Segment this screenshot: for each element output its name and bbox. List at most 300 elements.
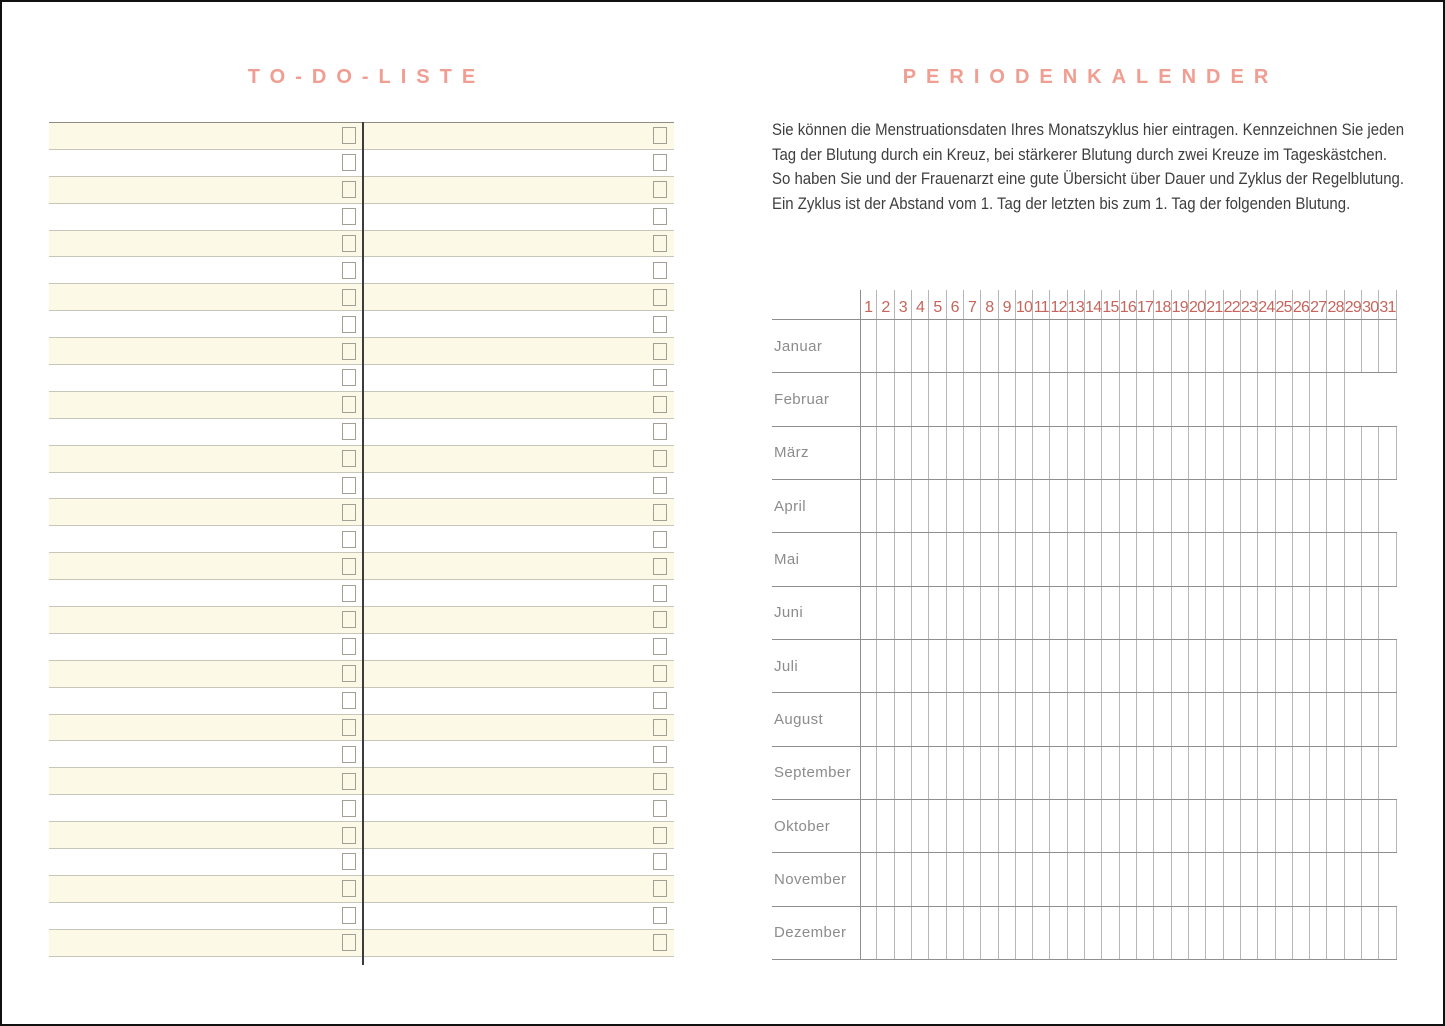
todo-checkbox[interactable] — [342, 450, 356, 467]
day-cell[interactable] — [1033, 373, 1050, 425]
day-cell[interactable] — [912, 853, 929, 905]
day-cell[interactable] — [1241, 533, 1258, 585]
day-cell[interactable] — [1206, 587, 1223, 639]
todo-entry-line[interactable] — [363, 257, 674, 283]
todo-checkbox[interactable] — [653, 181, 667, 198]
day-cell[interactable] — [1362, 533, 1379, 585]
day-cell[interactable] — [929, 427, 946, 479]
day-cell[interactable] — [860, 800, 877, 852]
day-cell[interactable] — [877, 693, 894, 745]
day-cell[interactable] — [877, 320, 894, 372]
day-cell[interactable] — [1068, 640, 1085, 692]
day-cell[interactable] — [1033, 853, 1050, 905]
day-cell[interactable] — [895, 853, 912, 905]
todo-checkbox[interactable] — [653, 800, 667, 817]
day-cell[interactable] — [1276, 640, 1293, 692]
day-cell[interactable] — [947, 853, 964, 905]
todo-entry-line[interactable] — [49, 473, 363, 499]
day-cell[interactable] — [1258, 640, 1275, 692]
todo-checkbox[interactable] — [653, 611, 667, 628]
day-cell[interactable] — [1050, 320, 1067, 372]
day-cell[interactable] — [964, 853, 981, 905]
day-cell[interactable] — [999, 427, 1016, 479]
day-cell[interactable] — [1345, 480, 1362, 532]
todo-entry-line[interactable] — [49, 204, 363, 230]
day-cell[interactable] — [947, 587, 964, 639]
todo-entry-line[interactable] — [49, 688, 363, 714]
day-cell[interactable] — [1120, 587, 1137, 639]
day-cell[interactable] — [1102, 640, 1119, 692]
day-cell[interactable] — [981, 587, 998, 639]
day-cell[interactable] — [947, 373, 964, 425]
todo-checkbox[interactable] — [653, 289, 667, 306]
day-cell[interactable] — [895, 320, 912, 372]
todo-checkbox[interactable] — [653, 154, 667, 171]
day-cell[interactable] — [1068, 373, 1085, 425]
day-cell[interactable] — [1085, 907, 1102, 959]
day-cell[interactable] — [964, 587, 981, 639]
day-cell[interactable] — [1276, 587, 1293, 639]
todo-checkbox[interactable] — [653, 558, 667, 575]
todo-entry-line[interactable] — [363, 392, 674, 418]
todo-entry-line[interactable] — [363, 473, 674, 499]
todo-entry-line[interactable] — [363, 231, 674, 257]
day-cell[interactable] — [1033, 427, 1050, 479]
day-cell[interactable] — [1362, 320, 1379, 372]
day-cell[interactable] — [912, 800, 929, 852]
day-cell[interactable] — [860, 907, 877, 959]
day-cell[interactable] — [981, 480, 998, 532]
day-cell[interactable] — [1327, 373, 1344, 425]
todo-entry-line[interactable] — [49, 123, 363, 149]
todo-entry-line[interactable] — [363, 365, 674, 391]
day-cell[interactable] — [1362, 907, 1379, 959]
day-cell[interactable] — [964, 693, 981, 745]
day-cell[interactable] — [1016, 800, 1033, 852]
day-cell[interactable] — [929, 320, 946, 372]
day-cell[interactable] — [1120, 907, 1137, 959]
day-cell[interactable] — [1172, 853, 1189, 905]
day-cell[interactable] — [1085, 853, 1102, 905]
day-cell[interactable] — [1276, 907, 1293, 959]
day-cell[interactable] — [1172, 747, 1189, 799]
day-cell[interactable] — [1189, 533, 1206, 585]
todo-checkbox[interactable] — [342, 343, 356, 360]
day-cell[interactable] — [1120, 853, 1137, 905]
todo-entry-line[interactable] — [49, 930, 363, 956]
day-cell[interactable] — [1085, 640, 1102, 692]
day-cell[interactable] — [1102, 693, 1119, 745]
day-cell[interactable] — [1189, 747, 1206, 799]
todo-checkbox[interactable] — [653, 773, 667, 790]
todo-checkbox[interactable] — [653, 262, 667, 279]
day-cell[interactable] — [1137, 853, 1154, 905]
day-cell[interactable] — [929, 373, 946, 425]
day-cell[interactable] — [1085, 480, 1102, 532]
day-cell[interactable] — [1293, 427, 1310, 479]
day-cell[interactable] — [1276, 800, 1293, 852]
todo-entry-line[interactable] — [49, 392, 363, 418]
day-cell[interactable] — [912, 640, 929, 692]
day-cell[interactable] — [929, 587, 946, 639]
todo-checkbox[interactable] — [342, 262, 356, 279]
todo-checkbox[interactable] — [342, 154, 356, 171]
day-cell[interactable] — [1137, 640, 1154, 692]
todo-checkbox[interactable] — [342, 235, 356, 252]
day-cell[interactable] — [1085, 587, 1102, 639]
day-cell[interactable] — [1016, 320, 1033, 372]
day-cell[interactable] — [999, 800, 1016, 852]
day-cell[interactable] — [1379, 693, 1396, 745]
todo-entry-line[interactable] — [49, 284, 363, 310]
day-cell[interactable] — [1068, 480, 1085, 532]
day-cell[interactable] — [1327, 747, 1344, 799]
day-cell[interactable] — [912, 373, 929, 425]
todo-entry-line[interactable] — [49, 553, 363, 579]
day-cell[interactable] — [1085, 320, 1102, 372]
day-cell[interactable] — [1085, 747, 1102, 799]
day-cell[interactable] — [1085, 373, 1102, 425]
day-cell[interactable] — [1050, 587, 1067, 639]
day-cell[interactable] — [1102, 373, 1119, 425]
day-cell[interactable] — [1120, 533, 1137, 585]
day-cell[interactable] — [1189, 693, 1206, 745]
day-cell[interactable] — [999, 853, 1016, 905]
day-cell[interactable] — [1293, 853, 1310, 905]
day-cell[interactable] — [877, 587, 894, 639]
day-cell[interactable] — [964, 747, 981, 799]
todo-entry-line[interactable] — [363, 795, 674, 821]
day-cell[interactable] — [1310, 907, 1327, 959]
day-cell[interactable] — [1276, 373, 1293, 425]
todo-checkbox[interactable] — [342, 289, 356, 306]
day-cell[interactable] — [1379, 427, 1396, 479]
day-cell[interactable] — [860, 747, 877, 799]
day-cell[interactable] — [1241, 320, 1258, 372]
day-cell[interactable] — [1206, 853, 1223, 905]
day-cell[interactable] — [929, 640, 946, 692]
day-cell[interactable] — [999, 747, 1016, 799]
todo-entry-line[interactable] — [363, 311, 674, 337]
day-cell[interactable] — [912, 747, 929, 799]
day-cell[interactable] — [1327, 533, 1344, 585]
day-cell[interactable] — [1120, 640, 1137, 692]
day-cell[interactable] — [1050, 533, 1067, 585]
day-cell[interactable] — [1276, 693, 1293, 745]
day-cell[interactable] — [1016, 853, 1033, 905]
day-cell[interactable] — [1206, 800, 1223, 852]
day-cell[interactable] — [1345, 800, 1362, 852]
day-cell[interactable] — [1258, 747, 1275, 799]
day-cell[interactable] — [981, 427, 998, 479]
todo-entry-line[interactable] — [49, 446, 363, 472]
day-cell[interactable] — [1345, 320, 1362, 372]
day-cell[interactable] — [964, 640, 981, 692]
day-cell[interactable] — [1189, 373, 1206, 425]
todo-checkbox[interactable] — [342, 531, 356, 548]
day-cell[interactable] — [1137, 907, 1154, 959]
todo-entry-line[interactable] — [49, 768, 363, 794]
todo-checkbox[interactable] — [342, 827, 356, 844]
day-cell[interactable] — [1345, 533, 1362, 585]
day-cell[interactable] — [1224, 747, 1241, 799]
todo-checkbox[interactable] — [653, 692, 667, 709]
day-cell[interactable] — [1276, 747, 1293, 799]
todo-entry-line[interactable] — [363, 634, 674, 660]
day-cell[interactable] — [999, 907, 1016, 959]
todo-entry-line[interactable] — [363, 204, 674, 230]
todo-checkbox[interactable] — [342, 208, 356, 225]
day-cell[interactable] — [1206, 640, 1223, 692]
day-cell[interactable] — [1102, 320, 1119, 372]
day-cell[interactable] — [1293, 693, 1310, 745]
day-cell[interactable] — [860, 427, 877, 479]
day-cell[interactable] — [877, 747, 894, 799]
day-cell[interactable] — [1310, 373, 1327, 425]
day-cell[interactable] — [1241, 427, 1258, 479]
day-cell[interactable] — [1016, 533, 1033, 585]
day-cell[interactable] — [1345, 693, 1362, 745]
day-cell[interactable] — [1102, 480, 1119, 532]
day-cell[interactable] — [981, 640, 998, 692]
day-cell[interactable] — [1102, 533, 1119, 585]
day-cell[interactable] — [1033, 587, 1050, 639]
day-cell[interactable] — [1293, 480, 1310, 532]
day-cell[interactable] — [1016, 427, 1033, 479]
todo-checkbox[interactable] — [342, 880, 356, 897]
day-cell[interactable] — [1033, 480, 1050, 532]
day-cell[interactable] — [1154, 640, 1171, 692]
day-cell[interactable] — [860, 373, 877, 425]
day-cell[interactable] — [912, 427, 929, 479]
todo-entry-line[interactable] — [363, 526, 674, 552]
todo-entry-line[interactable] — [49, 150, 363, 176]
todo-checkbox[interactable] — [653, 880, 667, 897]
day-cell[interactable] — [1224, 427, 1241, 479]
day-cell[interactable] — [947, 427, 964, 479]
todo-entry-line[interactable] — [49, 419, 363, 445]
todo-entry-line[interactable] — [49, 876, 363, 902]
day-cell[interactable] — [964, 480, 981, 532]
day-cell[interactable] — [1258, 427, 1275, 479]
day-cell[interactable] — [1327, 587, 1344, 639]
day-cell[interactable] — [1345, 853, 1362, 905]
day-cell[interactable] — [947, 320, 964, 372]
day-cell[interactable] — [981, 853, 998, 905]
day-cell[interactable] — [964, 907, 981, 959]
day-cell[interactable] — [999, 480, 1016, 532]
day-cell[interactable] — [1310, 427, 1327, 479]
day-cell[interactable] — [1016, 480, 1033, 532]
todo-checkbox[interactable] — [342, 773, 356, 790]
day-cell[interactable] — [1206, 320, 1223, 372]
day-cell[interactable] — [1085, 693, 1102, 745]
day-cell[interactable] — [1154, 373, 1171, 425]
day-cell[interactable] — [912, 587, 929, 639]
day-cell[interactable] — [1327, 320, 1344, 372]
day-cell[interactable] — [1172, 320, 1189, 372]
day-cell[interactable] — [1310, 320, 1327, 372]
day-cell[interactable] — [999, 533, 1016, 585]
todo-entry-line[interactable] — [363, 150, 674, 176]
todo-checkbox[interactable] — [653, 423, 667, 440]
day-cell[interactable] — [1172, 640, 1189, 692]
todo-checkbox[interactable] — [342, 719, 356, 736]
todo-entry-line[interactable] — [49, 338, 363, 364]
day-cell[interactable] — [1189, 427, 1206, 479]
day-cell[interactable] — [1327, 693, 1344, 745]
day-cell[interactable] — [1345, 427, 1362, 479]
day-cell[interactable] — [929, 693, 946, 745]
day-cell[interactable] — [1068, 587, 1085, 639]
day-cell[interactable] — [1310, 747, 1327, 799]
todo-entry-line[interactable] — [363, 580, 674, 606]
day-cell[interactable] — [860, 533, 877, 585]
todo-checkbox[interactable] — [653, 907, 667, 924]
todo-entry-line[interactable] — [49, 177, 363, 203]
todo-entry-line[interactable] — [49, 795, 363, 821]
day-cell[interactable] — [964, 373, 981, 425]
todo-checkbox[interactable] — [653, 208, 667, 225]
day-cell[interactable] — [1224, 480, 1241, 532]
day-cell[interactable] — [1120, 747, 1137, 799]
day-cell[interactable] — [1241, 587, 1258, 639]
day-cell[interactable] — [1258, 533, 1275, 585]
day-cell[interactable] — [1137, 427, 1154, 479]
day-cell[interactable] — [1224, 587, 1241, 639]
day-cell[interactable] — [1293, 800, 1310, 852]
day-cell[interactable] — [999, 640, 1016, 692]
day-cell[interactable] — [1379, 907, 1396, 959]
day-cell[interactable] — [860, 480, 877, 532]
todo-entry-line[interactable] — [363, 876, 674, 902]
day-cell[interactable] — [1102, 747, 1119, 799]
todo-entry-line[interactable] — [363, 661, 674, 687]
day-cell[interactable] — [895, 587, 912, 639]
day-cell[interactable] — [1224, 533, 1241, 585]
day-cell[interactable] — [1033, 320, 1050, 372]
day-cell[interactable] — [1068, 853, 1085, 905]
day-cell[interactable] — [1258, 693, 1275, 745]
todo-entry-line[interactable] — [363, 741, 674, 767]
day-cell[interactable] — [1033, 747, 1050, 799]
day-cell[interactable] — [860, 587, 877, 639]
day-cell[interactable] — [1345, 640, 1362, 692]
todo-entry-line[interactable] — [49, 365, 363, 391]
todo-checkbox[interactable] — [342, 934, 356, 951]
day-cell[interactable] — [1206, 427, 1223, 479]
day-cell[interactable] — [1033, 640, 1050, 692]
day-cell[interactable] — [947, 800, 964, 852]
day-cell[interactable] — [964, 800, 981, 852]
day-cell[interactable] — [1224, 693, 1241, 745]
day-cell[interactable] — [1137, 800, 1154, 852]
day-cell[interactable] — [1362, 427, 1379, 479]
day-cell[interactable] — [1068, 747, 1085, 799]
day-cell[interactable] — [1362, 853, 1379, 905]
day-cell[interactable] — [877, 427, 894, 479]
todo-entry-line[interactable] — [49, 661, 363, 687]
day-cell[interactable] — [1189, 587, 1206, 639]
todo-entry-line[interactable] — [363, 849, 674, 875]
day-cell[interactable] — [1120, 480, 1137, 532]
todo-checkbox[interactable] — [342, 316, 356, 333]
todo-checkbox[interactable] — [653, 853, 667, 870]
day-cell[interactable] — [1068, 907, 1085, 959]
todo-checkbox[interactable] — [653, 477, 667, 494]
todo-checkbox[interactable] — [342, 638, 356, 655]
todo-entry-line[interactable] — [49, 607, 363, 633]
day-cell[interactable] — [1258, 587, 1275, 639]
day-cell[interactable] — [1120, 320, 1137, 372]
day-cell[interactable] — [1293, 907, 1310, 959]
todo-entry-line[interactable] — [363, 822, 674, 848]
todo-checkbox[interactable] — [342, 504, 356, 521]
todo-checkbox[interactable] — [342, 127, 356, 144]
day-cell[interactable] — [999, 373, 1016, 425]
day-cell[interactable] — [1120, 373, 1137, 425]
todo-entry-line[interactable] — [363, 688, 674, 714]
day-cell[interactable] — [1154, 853, 1171, 905]
todo-entry-line[interactable] — [49, 903, 363, 929]
todo-checkbox[interactable] — [342, 477, 356, 494]
day-cell[interactable] — [1154, 533, 1171, 585]
todo-checkbox[interactable] — [653, 934, 667, 951]
day-cell[interactable] — [1293, 587, 1310, 639]
day-cell[interactable] — [1258, 480, 1275, 532]
day-cell[interactable] — [1241, 800, 1258, 852]
day-cell[interactable] — [1120, 693, 1137, 745]
day-cell[interactable] — [981, 907, 998, 959]
day-cell[interactable] — [964, 533, 981, 585]
day-cell[interactable] — [895, 907, 912, 959]
day-cell[interactable] — [1033, 907, 1050, 959]
day-cell[interactable] — [1224, 320, 1241, 372]
day-cell[interactable] — [1206, 373, 1223, 425]
day-cell[interactable] — [1362, 640, 1379, 692]
day-cell[interactable] — [1362, 800, 1379, 852]
day-cell[interactable] — [877, 640, 894, 692]
day-cell[interactable] — [1050, 853, 1067, 905]
day-cell[interactable] — [1050, 640, 1067, 692]
day-cell[interactable] — [895, 427, 912, 479]
day-cell[interactable] — [947, 907, 964, 959]
todo-checkbox[interactable] — [653, 316, 667, 333]
day-cell[interactable] — [1276, 853, 1293, 905]
day-cell[interactable] — [1310, 533, 1327, 585]
day-cell[interactable] — [1068, 533, 1085, 585]
day-cell[interactable] — [1172, 427, 1189, 479]
day-cell[interactable] — [877, 373, 894, 425]
day-cell[interactable] — [929, 533, 946, 585]
day-cell[interactable] — [999, 587, 1016, 639]
day-cell[interactable] — [1310, 587, 1327, 639]
todo-entry-line[interactable] — [49, 822, 363, 848]
todo-entry-line[interactable] — [363, 715, 674, 741]
day-cell[interactable] — [877, 907, 894, 959]
day-cell[interactable] — [1102, 907, 1119, 959]
day-cell[interactable] — [1327, 480, 1344, 532]
todo-checkbox[interactable] — [653, 343, 667, 360]
day-cell[interactable] — [981, 693, 998, 745]
day-cell[interactable] — [895, 747, 912, 799]
day-cell[interactable] — [1102, 587, 1119, 639]
day-cell[interactable] — [1241, 640, 1258, 692]
day-cell[interactable] — [1362, 747, 1379, 799]
day-cell[interactable] — [981, 800, 998, 852]
todo-entry-line[interactable] — [363, 177, 674, 203]
day-cell[interactable] — [912, 907, 929, 959]
